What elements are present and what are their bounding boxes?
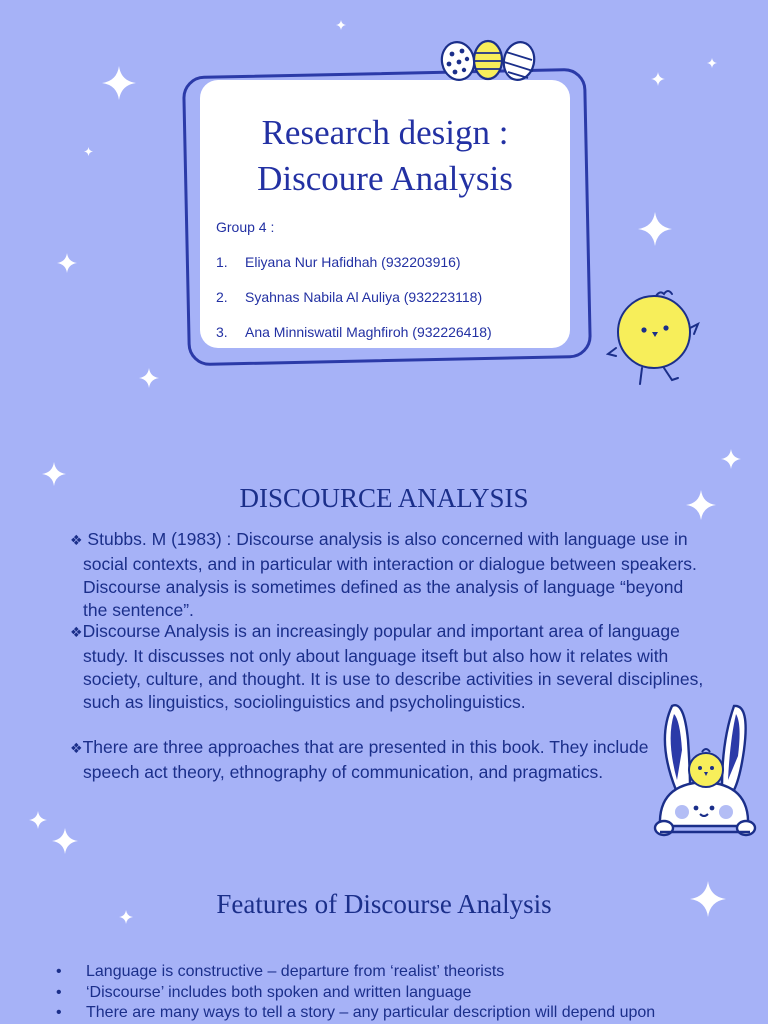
features-list	[56, 962, 756, 1024]
member-number: 2.	[216, 289, 228, 305]
paragraph-discourse-area	[70, 620, 710, 714]
sparkle-icon	[721, 449, 741, 469]
paragraph-text: Stubbs. M (1983) : Discourse analysis is also concerned with language use in social contexts, and in particular with interaction or dialogue between speakers. Discourse analysis is sometimes defined as the analysis of language “beyond the sentence”.	[82, 529, 697, 620]
diamond-bullet-icon: ❖	[70, 741, 83, 757]
paragraph-text: Discourse Analysis is an increasingly popular and important area of language study. It discusses not only about language itseft but also how it relates with society, culture, and thought. It is use to describe activities in several disciplines, such as linguistics, sociolinguistics and psycholinguistics.	[82, 621, 704, 712]
list-item: • There are many ways to tell a story – any particular description will depend upon	[56, 1003, 756, 1024]
page-title	[200, 110, 570, 202]
sparkle-icon	[29, 811, 47, 829]
diamond-bullet-icon: ❖	[70, 533, 83, 549]
sparkle-icon	[84, 147, 93, 156]
diamond-bullet-icon: ❖	[70, 625, 83, 641]
sparkle-icon	[57, 253, 77, 273]
sparkle-icon	[102, 66, 136, 100]
member-item	[216, 324, 492, 340]
sparkle-icon	[651, 72, 665, 86]
list-item: • Language is constructive – departure from ‘realist’ theorists	[56, 962, 756, 983]
member-name: Syahnas Nabila Al Auliya (932223118)	[245, 289, 483, 305]
easter-eggs-icon	[438, 38, 542, 87]
sparkle-icon	[139, 368, 159, 388]
sparkle-icon	[336, 20, 346, 30]
member-name: Ana Minniswatil Maghfiroh (932226418)	[245, 324, 492, 340]
chick-icon	[606, 288, 702, 393]
title-line-1: Research design :	[261, 113, 509, 152]
member-name: Eliyana Nur Hafidhah (932203916)	[245, 254, 461, 270]
paragraph-approaches	[70, 736, 670, 784]
member-item	[216, 289, 482, 305]
sparkle-icon	[638, 212, 672, 246]
title-line-2: Discoure Analysis	[257, 159, 513, 198]
paragraph-text: There are three approaches that are presented in this book. They include speech act theory, ethnography of communication, and pragmatics.	[82, 737, 649, 782]
section-heading-discourse: DISCOURCE ANALYSIS	[239, 483, 529, 513]
section-heading-features: Features of Discourse Analysis	[216, 889, 552, 919]
member-number: 3.	[216, 324, 228, 340]
sparkle-icon	[707, 58, 717, 68]
sparkle-icon	[52, 828, 78, 854]
paragraph-stubbs	[70, 528, 710, 622]
bunny-with-chick-icon	[650, 700, 760, 847]
member-item	[216, 254, 461, 270]
member-number: 1.	[216, 254, 228, 270]
list-item: • ‘Discourse’ includes both spoken and written language	[56, 983, 756, 1004]
group-label: Group 4 :	[216, 219, 275, 235]
